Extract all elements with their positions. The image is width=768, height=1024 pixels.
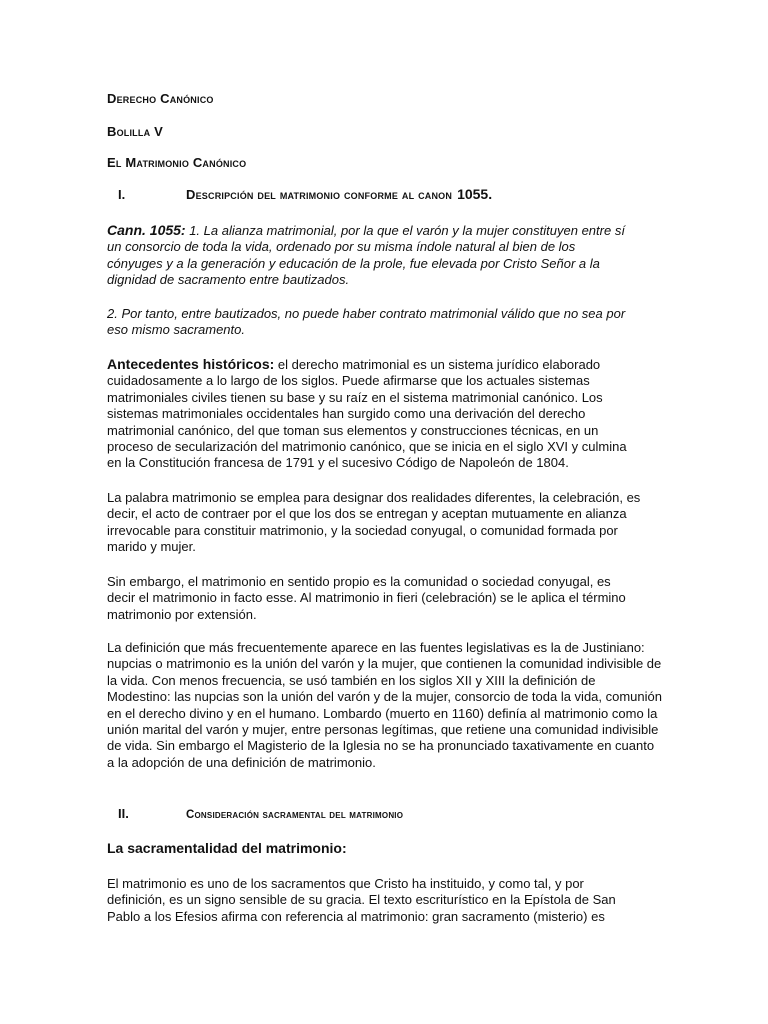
section-1-number: I. xyxy=(118,187,126,202)
canon-paragraph-2: 2. Por tanto, entre bautizados, no puede haber contrato matrimonial válido que no sea por eso mismo sacramento. xyxy=(107,306,626,338)
section-2-number: II. xyxy=(118,806,129,821)
canon-paragraph-1 xyxy=(107,222,629,289)
canon-label: Cann. 1055: xyxy=(107,222,186,238)
unit-title: Bolilla V xyxy=(107,124,163,139)
section-2-title: Consideración sacramental del matrimonio xyxy=(186,809,404,821)
section-1-title: Descripción del matrimonio conforme al canon xyxy=(186,187,453,202)
paragraph-sin-embargo: Sin embargo, el matrimonio en sentido propio es la comunidad o sociedad conyugal, es decir el matrimonio in facto esse. Al matrimonio in fieri (celebración) se le aplica el término matrimonio por extensión. xyxy=(107,574,626,622)
section-1-canon-number: 1055. xyxy=(457,186,493,202)
paragraph-sacramento: El matrimonio es uno de los sacramentos que Cristo ha instituido, y como tal, y por definición, es un signo sensible de su gracia. El texto escriturístico en la Epístola de San Pablo a los Efesios afirma con referencia al matrimonio: gran sacramento (misterio) es xyxy=(107,876,616,924)
canon-text-1: 1. La alianza matrimonial, por la que el varón y la mujer constituyen entre sí un consorcio de toda la vida, ordenado por su misma índole natural al bien de los cónyuges y a la generación y educación de la prole, fue elevada por Cristo Señor a la dignidad de sacramento entre bautizados. xyxy=(107,223,625,288)
section-1-heading xyxy=(107,186,667,202)
course-title: Derecho Canónico xyxy=(107,91,214,106)
section-2-heading xyxy=(107,806,667,821)
antecedentes-label: Antecedentes históricos: xyxy=(107,356,275,372)
antecedentes-text: el derecho matrimonial es un sistema jurídico elaborado cuidadosamente a lo largo de los siglos. Puede afirmarse que los actuales sistemas matrimoniales civiles tienen su base y su raíz en el sistema matrimonial canónico. Los sistemas matrimoniales occidentales han surgido como una derivación del derecho matrimonial canónico, del que toman sus elementos y construcciones técnicas, en un proceso de secularización del matrimonio canónico, que se inicia en el siglo XVI y culmina en la Constitución francesa de 1791 y el sucesivo Código de Napoleón de 1804. xyxy=(107,357,627,471)
paragraph-definicion: La definición que más frecuentemente aparece en las fuentes legislativas es la de Justiniano: nupcias o matrimonio es la unión del varón y la mujer, que contienen la comunidad indivisible de la vida. Con menos frecuencia, se usó también en los siglos XII y XIII la definición de Modestino: las nupcias son la unión del varón y de la mujer, consorcio de toda la vida, comunión en el derecho divino y en el humano. Lombardo (muerto en 1160) definía al matrimonio como la unión marital del varón y mujer, entre personas legítimas, que retiene una comunidad indivisible de vida. Sin embargo el Magisterio de la Iglesia no se ha pronunciado taxativamente en cuanto a la adopción de una definición de matrimonio. xyxy=(107,640,662,770)
paragraph-palabra: La palabra matrimonio se emplea para designar dos realidades diferentes, la celebración, es decir, el acto de contraer por el que los dos se entregan y aceptan mutuamente en alianza irrevocable para constituir matrimonio, y la sociedad conyugal, o comunidad formada por marido y mujer. xyxy=(107,490,641,555)
sacramentalidad-heading: La sacramentalidad del matrimonio: xyxy=(107,840,347,856)
antecedentes-paragraph xyxy=(107,356,627,472)
topic-title: El Matrimonio Canónico xyxy=(107,155,247,170)
